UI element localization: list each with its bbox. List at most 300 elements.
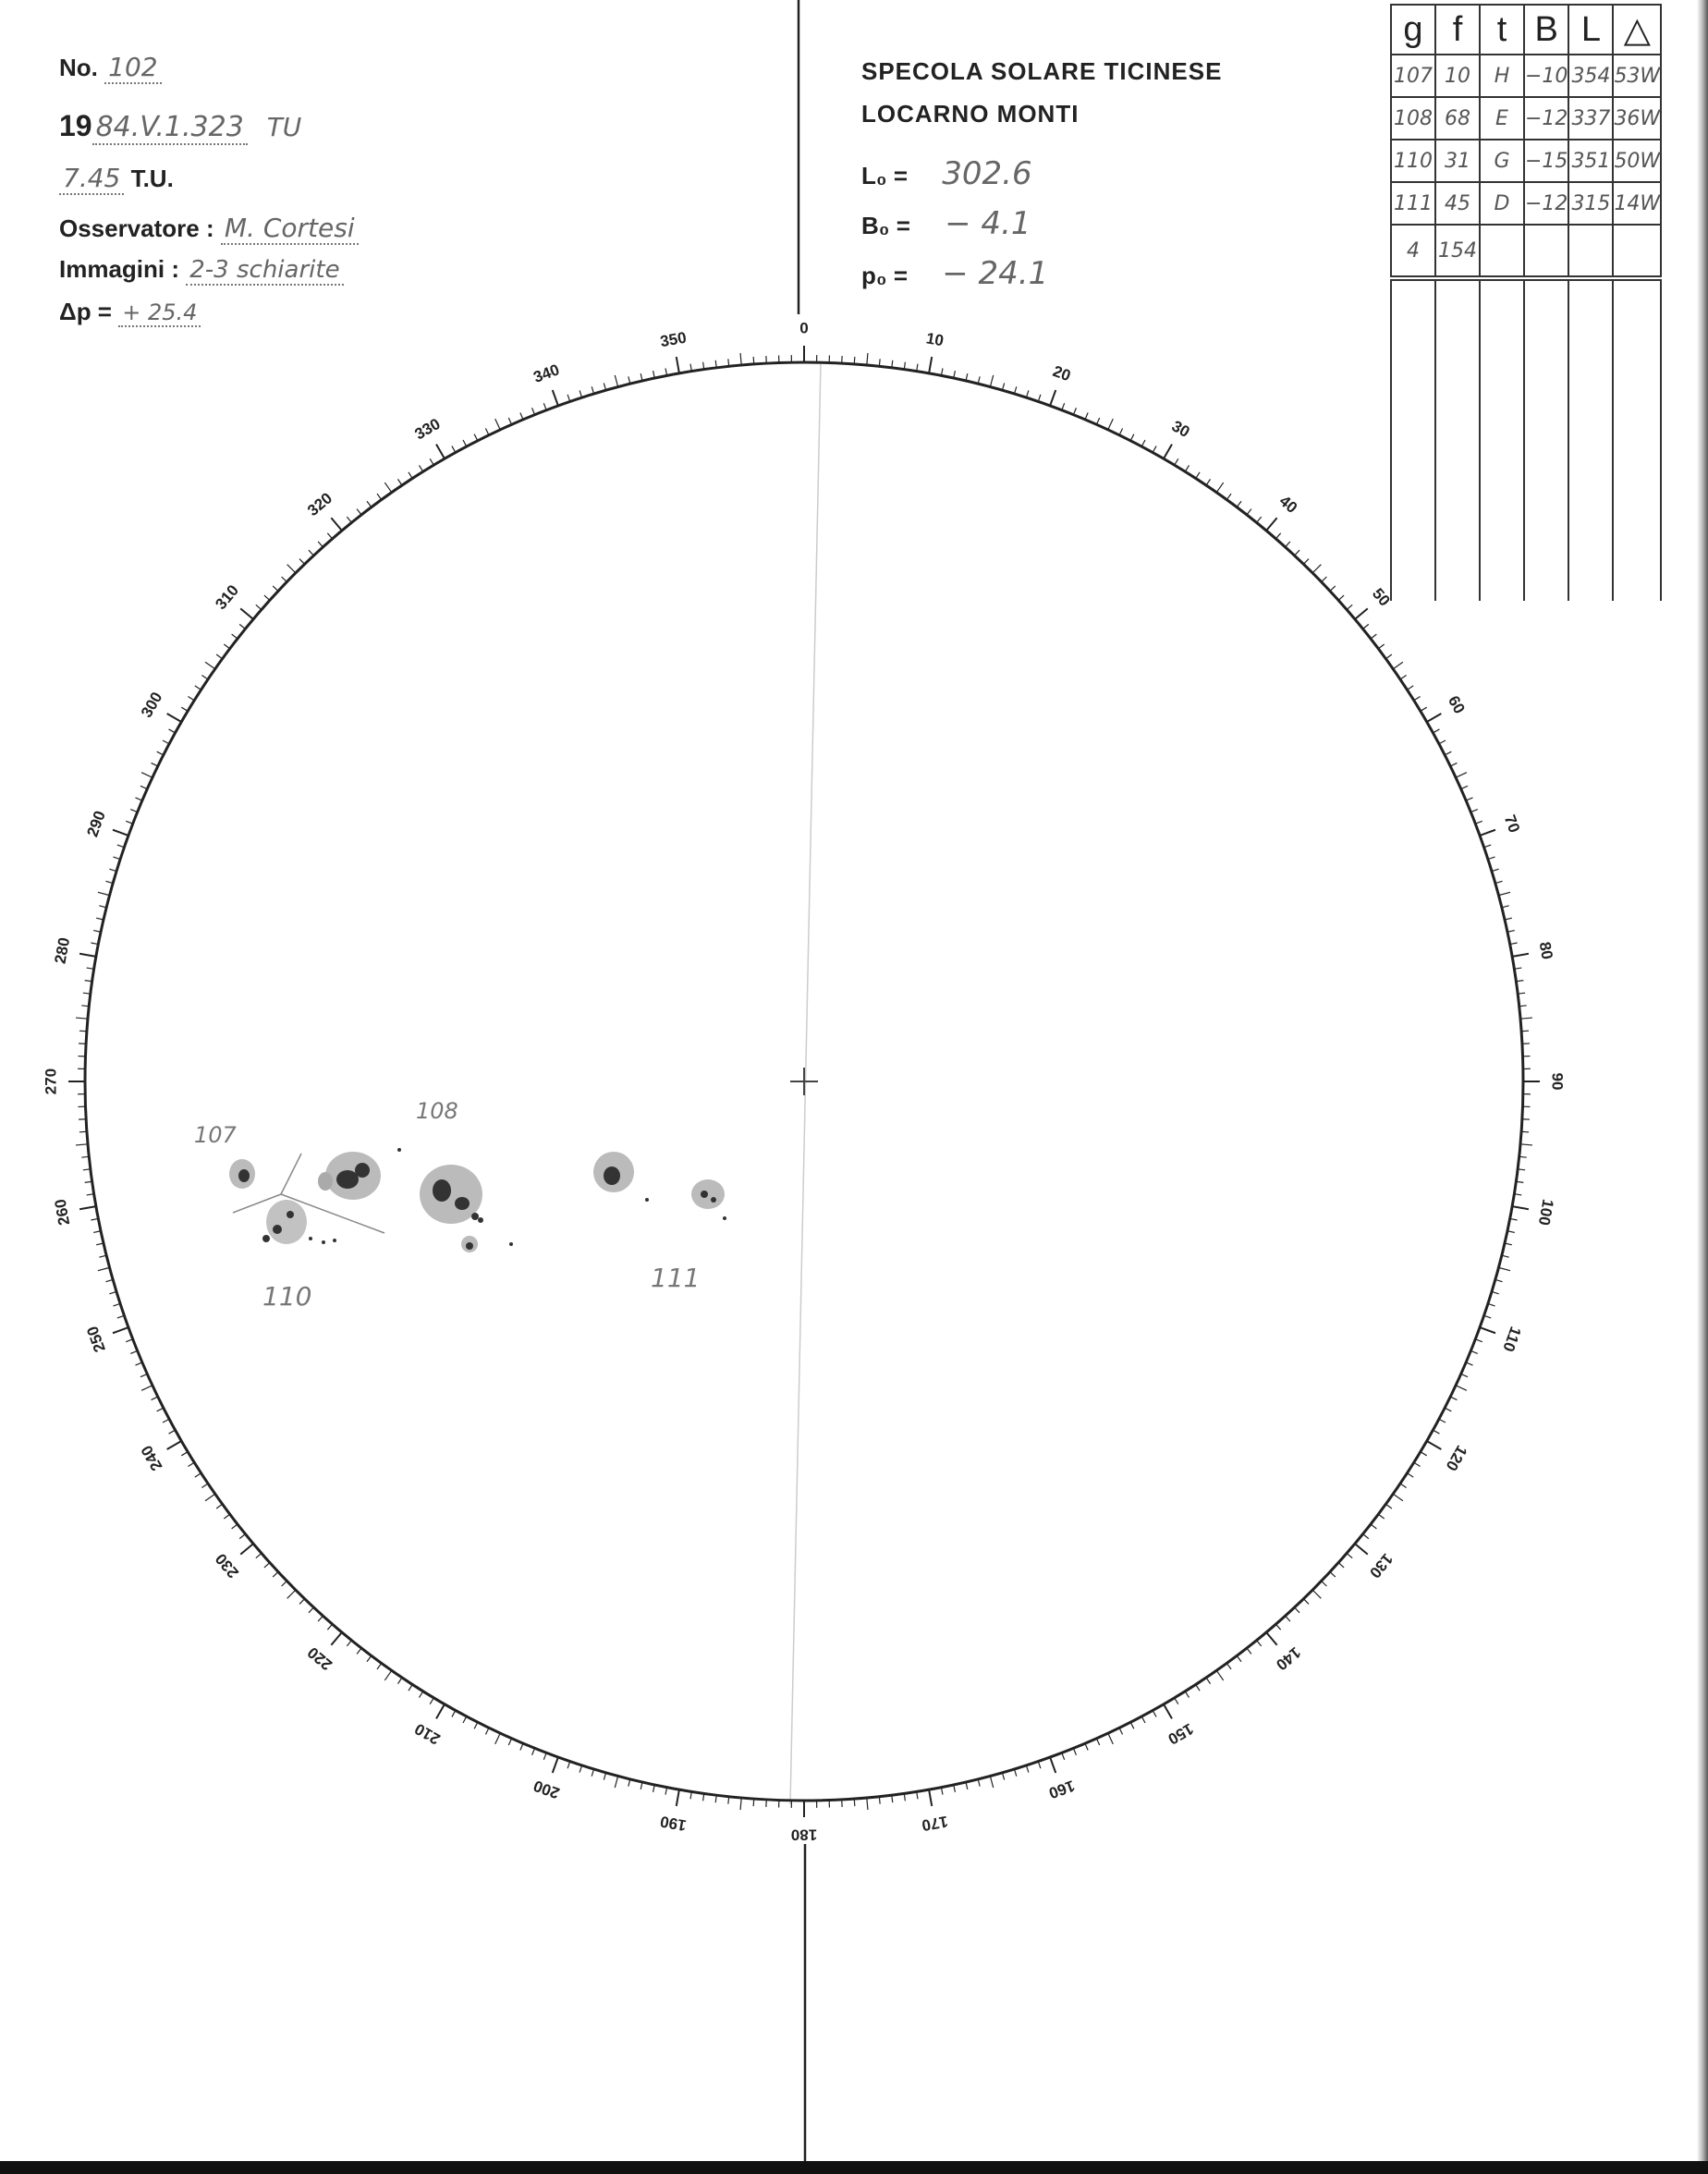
scale-label: 120 — [1442, 1442, 1471, 1474]
scale-tick — [157, 751, 164, 755]
scale-tick — [181, 707, 188, 711]
umbra — [262, 1235, 270, 1242]
table-cell: 107 — [1391, 55, 1435, 97]
table-cell: 111 — [1391, 182, 1435, 225]
scale-label: 350 — [658, 328, 689, 351]
scale-tick — [1275, 1624, 1280, 1630]
sunspot-drawings — [229, 1148, 726, 1252]
scale-tick — [532, 408, 535, 414]
scale-tick — [347, 517, 351, 522]
scale-tick — [240, 608, 253, 619]
scale-label: 60 — [1444, 692, 1469, 717]
scale-tick — [397, 479, 401, 485]
scale-tick — [677, 1789, 679, 1806]
scale-tick — [419, 465, 422, 471]
scale-tick — [1407, 1473, 1413, 1477]
scale-label: 300 — [137, 689, 166, 721]
table-cell: H — [1480, 55, 1524, 97]
scale-tick — [929, 1789, 932, 1806]
table-header-cell: t — [1480, 5, 1524, 55]
scale-tick — [1461, 1374, 1468, 1376]
scale-label: 50 — [1368, 584, 1394, 610]
scale-tick — [188, 696, 194, 700]
table-cell: 351 — [1568, 140, 1613, 182]
scale-tick — [474, 1722, 478, 1728]
scale-tick — [1355, 1544, 1368, 1555]
scale-tick — [224, 644, 229, 649]
images-value: 2-3 schiarite — [186, 256, 343, 286]
scale-tick — [309, 550, 313, 556]
scale-tick — [615, 375, 617, 387]
scale-label: 80 — [1535, 940, 1556, 961]
table-cell: 14W — [1613, 182, 1661, 225]
scale-tick — [384, 1670, 391, 1680]
L0-label: L₀ = — [861, 162, 909, 189]
scale-tick — [1433, 729, 1439, 733]
scale-tick — [135, 798, 141, 800]
scale-tick — [1393, 1494, 1403, 1500]
scale-tick — [543, 403, 546, 409]
scale-tick — [1521, 1031, 1529, 1032]
umbra — [238, 1169, 250, 1182]
scale-tick — [879, 359, 880, 366]
scale-tick — [1085, 412, 1088, 419]
scale-tick — [377, 1663, 382, 1668]
scale-tick — [1470, 1350, 1477, 1353]
scale-tick — [98, 1267, 110, 1270]
scale-tick — [1450, 1397, 1457, 1400]
scale-tick — [167, 1441, 182, 1449]
scale-tick — [532, 1748, 535, 1754]
scale-tick — [282, 577, 287, 582]
scale-tick — [152, 763, 158, 766]
scale-label: 30 — [1168, 417, 1193, 442]
scale-tick — [1073, 408, 1076, 414]
scale-tick — [543, 1753, 546, 1759]
scale-label: 110 — [1499, 1324, 1525, 1354]
scale-label: 230 — [212, 1549, 243, 1582]
scale-tick — [287, 565, 296, 573]
scale-tick — [318, 1616, 323, 1621]
scale-tick — [495, 419, 500, 430]
central-meridian — [790, 362, 821, 1804]
scale-tick — [1226, 494, 1231, 499]
scale-tick — [1427, 1441, 1442, 1449]
scale-tick — [1330, 1572, 1336, 1577]
scale-tick — [1470, 810, 1477, 812]
table-cell: 354 — [1568, 55, 1613, 97]
table-cell: 45 — [1435, 182, 1480, 225]
scale-label: 90 — [1548, 1072, 1567, 1091]
scale-tick — [1480, 830, 1495, 836]
table-cell: 10 — [1435, 55, 1480, 97]
observatory-line2: LOCARNO MONTI — [861, 100, 1080, 128]
table-cell: −12 — [1524, 182, 1568, 225]
penumbra — [318, 1172, 333, 1191]
scale-tick — [157, 1408, 164, 1411]
table-cell: −10 — [1524, 55, 1568, 97]
scale-tick — [264, 595, 270, 600]
scale-tick — [1164, 445, 1172, 459]
scale-tick — [256, 605, 262, 609]
scale-tick — [1196, 472, 1200, 479]
scale-tick — [232, 634, 238, 639]
scale-tick — [141, 773, 152, 777]
date-suffix: TU — [266, 112, 302, 142]
scale-tick — [188, 1462, 194, 1466]
scale-tick — [1330, 586, 1336, 591]
scale-tick — [1498, 892, 1510, 895]
scale-tick — [331, 1632, 342, 1645]
record-number-value: 102 — [104, 52, 161, 84]
scale-tick — [1450, 763, 1457, 766]
scale-tick — [256, 1553, 262, 1557]
scale-tick — [1108, 419, 1113, 430]
table-cell: 337 — [1568, 97, 1613, 140]
scale-tick — [854, 357, 855, 364]
scale-tick — [452, 1710, 456, 1716]
scale-tick — [867, 1798, 868, 1810]
scale-tick — [1275, 533, 1280, 539]
umbra — [466, 1242, 473, 1250]
scale-tick — [1363, 624, 1369, 629]
scale-label: 160 — [1046, 1777, 1078, 1802]
scale-tick — [740, 1798, 741, 1810]
scale-tick — [79, 1206, 96, 1209]
scale-tick — [384, 482, 391, 493]
scale-tick — [879, 1797, 880, 1804]
scale-tick — [1141, 440, 1145, 446]
table-header-cell: B — [1524, 5, 1568, 55]
scan-edge — [1697, 0, 1708, 2174]
scale-tick — [1050, 1757, 1055, 1773]
scale-label: 280 — [51, 935, 74, 966]
scale-tick — [181, 1452, 188, 1456]
scale-tick — [436, 445, 445, 459]
scale-tick — [1216, 482, 1223, 493]
sunspot-group-108 — [318, 1148, 513, 1252]
scale-tick — [1153, 446, 1156, 453]
scale-tick — [1371, 1524, 1376, 1529]
scale-tick — [485, 429, 489, 435]
scale-tick — [1347, 1553, 1352, 1557]
scale-tick — [273, 586, 278, 591]
scale-tick — [1433, 1430, 1439, 1434]
group-label-111: 111 — [651, 1263, 701, 1293]
scale-tick — [397, 1678, 401, 1684]
table-cell: −15 — [1524, 140, 1568, 182]
scale-tick — [357, 1648, 361, 1654]
table-header-cell: f — [1435, 5, 1480, 55]
scale-tick — [1286, 1616, 1290, 1621]
scale-tick — [409, 472, 412, 479]
scale-tick — [990, 375, 993, 387]
scale-tick — [1520, 1018, 1532, 1019]
scale-tick — [1196, 1684, 1200, 1691]
table-cell: 110 — [1391, 140, 1435, 182]
scale-tick — [1322, 1581, 1327, 1586]
table-cell: 68 — [1435, 97, 1480, 140]
umbra — [287, 1211, 294, 1218]
scale-tick — [1421, 707, 1427, 711]
scale-tick — [126, 1339, 132, 1342]
scale-tick — [1371, 634, 1376, 639]
scale-tick — [1085, 1743, 1088, 1750]
scale-tick — [167, 714, 182, 722]
scale-tick — [239, 1534, 245, 1539]
scale-tick — [163, 1419, 169, 1423]
scale-tick — [677, 357, 679, 373]
scale-tick — [1226, 1663, 1231, 1668]
delta-p-label: Δp = — [59, 298, 112, 325]
table-total-cell: 4 — [1391, 225, 1435, 278]
scale-label: 310 — [212, 581, 243, 614]
scale-label: 10 — [924, 329, 946, 350]
pore — [309, 1237, 312, 1240]
scale-tick — [1312, 565, 1321, 573]
scale-label: 250 — [83, 1324, 109, 1355]
scale-tick — [485, 1728, 489, 1734]
scale-tick — [347, 1641, 351, 1646]
scale-label: 40 — [1275, 492, 1301, 518]
pore — [333, 1239, 336, 1242]
scale-tick — [205, 662, 215, 668]
scale-tick — [76, 1018, 88, 1019]
scale-tick — [299, 1599, 305, 1605]
umbra — [604, 1166, 620, 1185]
scale-tick — [753, 1799, 754, 1806]
observer-label: Osservatore : — [59, 214, 214, 242]
scale-tick — [81, 1156, 89, 1157]
table-cell: 315 — [1568, 182, 1613, 225]
scale-tick — [79, 1031, 87, 1032]
scale-label: 0 — [799, 319, 809, 337]
scale-tick — [169, 1430, 176, 1434]
scale-label: 340 — [531, 360, 562, 386]
scale-tick — [1237, 501, 1241, 507]
scale-tick — [1206, 1678, 1210, 1684]
scale-tick — [1338, 1563, 1344, 1568]
group-label-108: 108 — [416, 1098, 458, 1124]
scale-tick — [195, 686, 201, 690]
scale-label: 270 — [42, 1068, 60, 1095]
pore — [471, 1213, 479, 1220]
scale-tick — [1185, 465, 1189, 471]
scale-tick — [201, 675, 208, 678]
umbra — [701, 1191, 708, 1198]
table-cell: −12 — [1524, 97, 1568, 140]
scale-tick — [79, 1131, 87, 1132]
scale-tick — [1480, 1327, 1495, 1333]
scale-tick — [1153, 1710, 1156, 1716]
scale-tick — [1247, 1648, 1251, 1654]
scale-tick — [463, 440, 467, 446]
scale-tick — [1130, 1722, 1134, 1728]
scale-tick — [1295, 1607, 1299, 1613]
scale-tick — [1363, 1534, 1369, 1539]
scale-tick — [1266, 518, 1277, 531]
date-value: 84.V.1.323 — [92, 111, 248, 145]
scale-tick — [615, 1776, 617, 1788]
scale-tick — [130, 1350, 137, 1353]
scale-tick — [1378, 644, 1384, 649]
scale-tick — [282, 1581, 287, 1586]
scale-tick — [419, 1692, 422, 1698]
scale-tick — [1062, 403, 1065, 409]
scale-tick — [318, 542, 323, 547]
scale-tick — [1385, 654, 1391, 659]
scale-label: 20 — [1050, 361, 1073, 385]
scale-tick — [224, 1514, 229, 1519]
scale-label: 100 — [1534, 1197, 1557, 1227]
pore — [322, 1240, 325, 1244]
B0-label: B₀ = — [861, 212, 910, 239]
scale-tick — [1466, 1362, 1472, 1365]
scale-tick — [76, 1144, 88, 1145]
scale-tick — [553, 390, 558, 406]
scale-label: 240 — [137, 1442, 166, 1474]
scale-tick — [1286, 542, 1290, 547]
scale-tick — [309, 1607, 313, 1613]
scale-tick — [1062, 1753, 1065, 1759]
table-cell: 31 — [1435, 140, 1480, 182]
p0-label: p₀ = — [861, 262, 909, 289]
table-cell: 50W — [1613, 140, 1661, 182]
table-header-cell: △ — [1613, 5, 1661, 55]
scale-tick — [141, 1386, 152, 1390]
scale-tick — [1519, 1156, 1527, 1157]
table-header-cell: g — [1391, 5, 1435, 55]
scale-tick — [1475, 1339, 1482, 1342]
umbra — [433, 1179, 451, 1202]
scale-tick — [728, 359, 729, 366]
scale-label: 130 — [1365, 1549, 1397, 1582]
pore — [645, 1198, 649, 1202]
scale-tick — [264, 1563, 270, 1568]
scale-tick — [1096, 1739, 1099, 1745]
table-cell: E — [1480, 97, 1524, 140]
scale-label: 150 — [1165, 1719, 1197, 1749]
time-value: 7.45 — [59, 163, 124, 195]
scale-tick — [1475, 821, 1482, 824]
scale-label: 260 — [51, 1197, 74, 1227]
scan-bottom-edge — [0, 2161, 1708, 2174]
scale-tick — [508, 1739, 511, 1745]
umbra — [711, 1197, 716, 1203]
scale-tick — [1247, 509, 1251, 515]
scale-tick — [1400, 1484, 1407, 1487]
scale-tick — [463, 1716, 467, 1723]
scale-tick — [1445, 751, 1451, 755]
scale-tick — [195, 1473, 201, 1477]
scale-tick — [163, 740, 169, 744]
p0-value: − 24.1 — [942, 255, 1049, 292]
scale-tick — [135, 1362, 141, 1365]
scale-label: 330 — [411, 414, 444, 444]
scale-tick — [1257, 517, 1262, 522]
scale-tick — [1108, 1733, 1113, 1744]
sunspot-group-107 — [229, 1159, 255, 1189]
scale-tick — [113, 1327, 128, 1333]
penumbra — [266, 1200, 307, 1244]
scale-tick — [1303, 559, 1309, 565]
scale-tick — [98, 892, 110, 895]
scale-tick — [1096, 418, 1099, 424]
scale-tick — [331, 518, 342, 531]
scale-tick — [430, 1698, 433, 1704]
pore — [723, 1216, 726, 1220]
group-label-110: 110 — [262, 1281, 312, 1312]
scale-tick — [1421, 1452, 1427, 1456]
scale-label: 180 — [790, 1826, 818, 1844]
group-label-107: 107 — [194, 1122, 237, 1148]
sunspot-group-111 — [593, 1152, 726, 1220]
umbra — [336, 1170, 359, 1189]
scale-tick — [553, 1757, 558, 1773]
scale-tick — [1439, 740, 1446, 744]
scale-tick — [520, 412, 523, 419]
scale-tick — [1347, 605, 1352, 609]
scale-tick — [216, 654, 222, 659]
scale-tick — [1445, 1408, 1451, 1411]
scale-tick — [1414, 696, 1421, 700]
scale-tick — [140, 786, 147, 788]
scale-tick — [520, 1743, 523, 1750]
scale-tick — [232, 1524, 238, 1529]
scale-tick — [152, 1397, 158, 1400]
pore — [478, 1217, 483, 1223]
delta-p-value: + 25.4 — [118, 299, 201, 327]
record-number-label: No. — [59, 54, 98, 81]
scale-tick — [1378, 1514, 1384, 1519]
scale-tick — [201, 1484, 208, 1487]
scale-tick — [929, 357, 932, 373]
scale-label: 190 — [658, 1812, 689, 1835]
table-header-cell: L — [1568, 5, 1613, 55]
scale-tick — [430, 458, 433, 465]
scale-tick — [436, 1704, 445, 1719]
scale-tick — [1519, 1006, 1527, 1007]
scale-label: 200 — [531, 1777, 562, 1802]
scale-tick — [728, 1797, 729, 1804]
scale-tick — [1141, 1716, 1145, 1723]
scale-tick — [1130, 434, 1134, 441]
scale-tick — [1175, 458, 1178, 465]
scale-tick — [1119, 1728, 1123, 1734]
scale-tick — [240, 1544, 253, 1555]
scale-tick — [81, 1006, 89, 1007]
table-total-cell: 154 — [1435, 225, 1480, 278]
scale-label: 70 — [1500, 812, 1524, 836]
scale-tick — [1355, 608, 1368, 619]
scale-label: 170 — [920, 1812, 950, 1835]
scale-tick — [1427, 714, 1442, 722]
scale-tick — [113, 830, 128, 836]
scale-tick — [1050, 390, 1055, 406]
scale-tick — [508, 418, 511, 424]
scale-tick — [1338, 595, 1344, 600]
scale-tick — [1185, 1692, 1189, 1698]
scale-label: 320 — [304, 489, 336, 520]
scale-tick — [474, 434, 478, 441]
group-separator — [281, 1154, 301, 1194]
scale-tick — [287, 1590, 296, 1598]
scale-label: 290 — [83, 808, 109, 839]
observer-value: M. Cortesi — [221, 213, 359, 245]
scale-tick — [1521, 1131, 1529, 1132]
observatory-line1: SPECOLA SOLARE TICINESE — [861, 57, 1223, 85]
scale-tick — [327, 533, 332, 539]
